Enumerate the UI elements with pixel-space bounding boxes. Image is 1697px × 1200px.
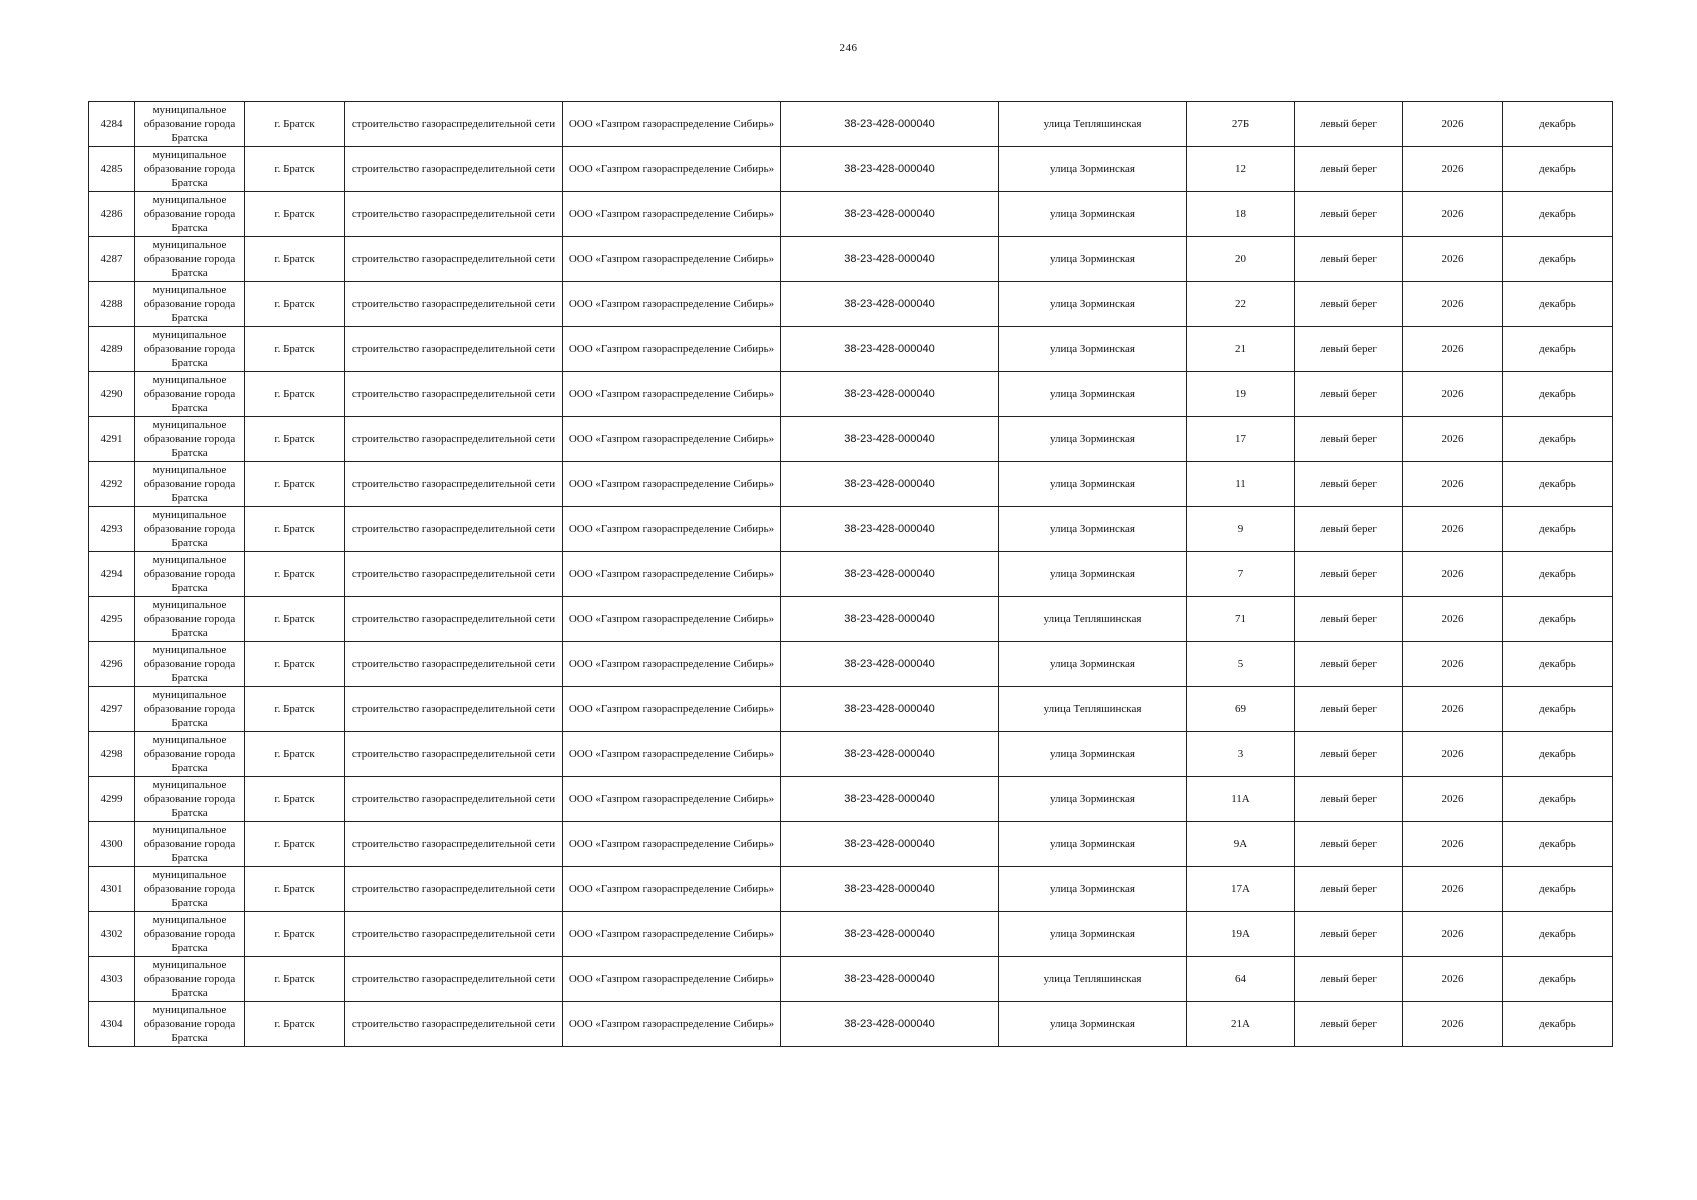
house-number-cell: 12	[1187, 147, 1295, 192]
house-number-cell: 21А	[1187, 1002, 1295, 1047]
row-number: 4286	[89, 192, 135, 237]
table-row	[89, 327, 1613, 372]
code-cell: 38-23-428-000040	[781, 147, 999, 192]
street-cell: улица Зорминская	[999, 147, 1187, 192]
code-cell: 38-23-428-000040	[781, 372, 999, 417]
work-type-cell: строительство газораспределительной сети	[345, 552, 563, 597]
year-cell: 2026	[1403, 912, 1503, 957]
work-type-cell: строительство газораспределительной сети	[345, 192, 563, 237]
table-row	[89, 282, 1613, 327]
month-cell: декабрь	[1503, 147, 1613, 192]
month-cell: декабрь	[1503, 1002, 1613, 1047]
table-row	[89, 597, 1613, 642]
house-number-cell: 27Б	[1187, 102, 1295, 147]
table-row	[89, 102, 1613, 147]
bank-cell: левый берег	[1295, 822, 1403, 867]
code-cell: 38-23-428-000040	[781, 597, 999, 642]
municipality-cell: муниципальное образование города Братска	[135, 237, 245, 282]
city-cell: г. Братск	[245, 687, 345, 732]
month-cell: декабрь	[1503, 957, 1613, 1002]
work-type-cell: строительство газораспределительной сети	[345, 732, 563, 777]
street-cell: улица Зорминская	[999, 327, 1187, 372]
code-cell: 38-23-428-000040	[781, 687, 999, 732]
house-number-cell: 17А	[1187, 867, 1295, 912]
work-type-cell: строительство газораспределительной сети	[345, 912, 563, 957]
organization-cell: ООО «Газпром газораспределение Сибирь»	[563, 822, 781, 867]
table-row	[89, 687, 1613, 732]
year-cell: 2026	[1403, 417, 1503, 462]
organization-cell: ООО «Газпром газораспределение Сибирь»	[563, 777, 781, 822]
house-number-cell: 69	[1187, 687, 1295, 732]
month-cell: декабрь	[1503, 282, 1613, 327]
month-cell: декабрь	[1503, 552, 1613, 597]
municipality-cell: муниципальное образование города Братска	[135, 507, 245, 552]
year-cell: 2026	[1403, 687, 1503, 732]
municipality-cell: муниципальное образование города Братска	[135, 282, 245, 327]
row-number: 4304	[89, 1002, 135, 1047]
bank-cell: левый берег	[1295, 282, 1403, 327]
organization-cell: ООО «Газпром газораспределение Сибирь»	[563, 237, 781, 282]
month-cell: декабрь	[1503, 732, 1613, 777]
bank-cell: левый берег	[1295, 732, 1403, 777]
municipality-cell: муниципальное образование города Братска	[135, 957, 245, 1002]
table-row	[89, 867, 1613, 912]
bank-cell: левый берег	[1295, 1002, 1403, 1047]
row-number: 4302	[89, 912, 135, 957]
month-cell: декабрь	[1503, 822, 1613, 867]
city-cell: г. Братск	[245, 777, 345, 822]
code-cell: 38-23-428-000040	[781, 867, 999, 912]
street-cell: улица Тепляшинская	[999, 687, 1187, 732]
house-number-cell: 11А	[1187, 777, 1295, 822]
code-cell: 38-23-428-000040	[781, 417, 999, 462]
street-cell: улица Зорминская	[999, 1002, 1187, 1047]
city-cell: г. Братск	[245, 867, 345, 912]
work-type-cell: строительство газораспределительной сети	[345, 867, 563, 912]
house-number-cell: 18	[1187, 192, 1295, 237]
bank-cell: левый берег	[1295, 687, 1403, 732]
month-cell: декабрь	[1503, 777, 1613, 822]
house-number-cell: 71	[1187, 597, 1295, 642]
bank-cell: левый берег	[1295, 462, 1403, 507]
table-row	[89, 147, 1613, 192]
work-type-cell: строительство газораспределительной сети	[345, 462, 563, 507]
street-cell: улица Зорминская	[999, 282, 1187, 327]
city-cell: г. Братск	[245, 327, 345, 372]
municipality-cell: муниципальное образование города Братска	[135, 867, 245, 912]
registry-table-body	[89, 102, 1613, 1047]
city-cell: г. Братск	[245, 642, 345, 687]
table-row	[89, 417, 1613, 462]
bank-cell: левый берег	[1295, 777, 1403, 822]
organization-cell: ООО «Газпром газораспределение Сибирь»	[563, 552, 781, 597]
municipality-cell: муниципальное образование города Братска	[135, 597, 245, 642]
code-cell: 38-23-428-000040	[781, 957, 999, 1002]
row-number: 4295	[89, 597, 135, 642]
month-cell: декабрь	[1503, 102, 1613, 147]
municipality-cell: муниципальное образование города Братска	[135, 777, 245, 822]
row-number: 4284	[89, 102, 135, 147]
code-cell: 38-23-428-000040	[781, 642, 999, 687]
bank-cell: левый берег	[1295, 417, 1403, 462]
code-cell: 38-23-428-000040	[781, 192, 999, 237]
month-cell: декабрь	[1503, 417, 1613, 462]
house-number-cell: 3	[1187, 732, 1295, 777]
city-cell: г. Братск	[245, 102, 345, 147]
city-cell: г. Братск	[245, 597, 345, 642]
table-row	[89, 1002, 1613, 1047]
table-row	[89, 462, 1613, 507]
year-cell: 2026	[1403, 957, 1503, 1002]
city-cell: г. Братск	[245, 1002, 345, 1047]
table-row	[89, 372, 1613, 417]
work-type-cell: строительство газораспределительной сети	[345, 282, 563, 327]
year-cell: 2026	[1403, 147, 1503, 192]
bank-cell: левый берег	[1295, 372, 1403, 417]
municipality-cell: муниципальное образование города Братска	[135, 192, 245, 237]
organization-cell: ООО «Газпром газораспределение Сибирь»	[563, 912, 781, 957]
year-cell: 2026	[1403, 237, 1503, 282]
table-row	[89, 777, 1613, 822]
code-cell: 38-23-428-000040	[781, 912, 999, 957]
bank-cell: левый берег	[1295, 237, 1403, 282]
row-number: 4289	[89, 327, 135, 372]
municipality-cell: муниципальное образование города Братска	[135, 687, 245, 732]
row-number: 4296	[89, 642, 135, 687]
table-row	[89, 642, 1613, 687]
table-row	[89, 732, 1613, 777]
code-cell: 38-23-428-000040	[781, 777, 999, 822]
organization-cell: ООО «Газпром газораспределение Сибирь»	[563, 192, 781, 237]
row-number: 4301	[89, 867, 135, 912]
city-cell: г. Братск	[245, 282, 345, 327]
house-number-cell: 17	[1187, 417, 1295, 462]
house-number-cell: 19	[1187, 372, 1295, 417]
page-number: 246	[839, 42, 858, 54]
work-type-cell: строительство газораспределительной сети	[345, 102, 563, 147]
table-row	[89, 552, 1613, 597]
month-cell: декабрь	[1503, 327, 1613, 372]
work-type-cell: строительство газораспределительной сети	[345, 237, 563, 282]
house-number-cell: 5	[1187, 642, 1295, 687]
street-cell: улица Зорминская	[999, 867, 1187, 912]
work-type-cell: строительство газораспределительной сети	[345, 147, 563, 192]
row-number: 4298	[89, 732, 135, 777]
street-cell: улица Зорминская	[999, 552, 1187, 597]
house-number-cell: 64	[1187, 957, 1295, 1002]
code-cell: 38-23-428-000040	[781, 732, 999, 777]
city-cell: г. Братск	[245, 372, 345, 417]
organization-cell: ООО «Газпром газораспределение Сибирь»	[563, 687, 781, 732]
house-number-cell: 7	[1187, 552, 1295, 597]
code-cell: 38-23-428-000040	[781, 507, 999, 552]
row-number: 4287	[89, 237, 135, 282]
house-number-cell: 20	[1187, 237, 1295, 282]
municipality-cell: муниципальное образование города Братска	[135, 327, 245, 372]
city-cell: г. Братск	[245, 552, 345, 597]
row-number: 4303	[89, 957, 135, 1002]
year-cell: 2026	[1403, 462, 1503, 507]
organization-cell: ООО «Газпром газораспределение Сибирь»	[563, 642, 781, 687]
year-cell: 2026	[1403, 327, 1503, 372]
table-row	[89, 822, 1613, 867]
city-cell: г. Братск	[245, 732, 345, 777]
month-cell: декабрь	[1503, 642, 1613, 687]
work-type-cell: строительство газораспределительной сети	[345, 957, 563, 1002]
row-number: 4299	[89, 777, 135, 822]
code-cell: 38-23-428-000040	[781, 1002, 999, 1047]
code-cell: 38-23-428-000040	[781, 552, 999, 597]
municipality-cell: муниципальное образование города Братска	[135, 912, 245, 957]
municipality-cell: муниципальное образование города Братска	[135, 822, 245, 867]
street-cell: улица Зорминская	[999, 372, 1187, 417]
year-cell: 2026	[1403, 552, 1503, 597]
municipality-cell: муниципальное образование города Братска	[135, 1002, 245, 1047]
city-cell: г. Братск	[245, 192, 345, 237]
street-cell: улица Зорминская	[999, 462, 1187, 507]
municipality-cell: муниципальное образование города Братска	[135, 642, 245, 687]
organization-cell: ООО «Газпром газораспределение Сибирь»	[563, 102, 781, 147]
month-cell: декабрь	[1503, 507, 1613, 552]
bank-cell: левый берег	[1295, 552, 1403, 597]
month-cell: декабрь	[1503, 687, 1613, 732]
row-number: 4285	[89, 147, 135, 192]
bank-cell: левый берег	[1295, 642, 1403, 687]
month-cell: декабрь	[1503, 462, 1613, 507]
organization-cell: ООО «Газпром газораспределение Сибирь»	[563, 282, 781, 327]
bank-cell: левый берег	[1295, 147, 1403, 192]
house-number-cell: 9	[1187, 507, 1295, 552]
bank-cell: левый берег	[1295, 192, 1403, 237]
house-number-cell: 11	[1187, 462, 1295, 507]
row-number: 4291	[89, 417, 135, 462]
row-number: 4300	[89, 822, 135, 867]
city-cell: г. Братск	[245, 957, 345, 1002]
organization-cell: ООО «Газпром газораспределение Сибирь»	[563, 462, 781, 507]
table-row	[89, 912, 1613, 957]
organization-cell: ООО «Газпром газораспределение Сибирь»	[563, 867, 781, 912]
bank-cell: левый берег	[1295, 912, 1403, 957]
row-number: 4290	[89, 372, 135, 417]
code-cell: 38-23-428-000040	[781, 327, 999, 372]
year-cell: 2026	[1403, 777, 1503, 822]
year-cell: 2026	[1403, 822, 1503, 867]
organization-cell: ООО «Газпром газораспределение Сибирь»	[563, 507, 781, 552]
city-cell: г. Братск	[245, 912, 345, 957]
street-cell: улица Тепляшинская	[999, 102, 1187, 147]
year-cell: 2026	[1403, 372, 1503, 417]
year-cell: 2026	[1403, 102, 1503, 147]
municipality-cell: муниципальное образование города Братска	[135, 552, 245, 597]
organization-cell: ООО «Газпром газораспределение Сибирь»	[563, 732, 781, 777]
table-row	[89, 237, 1613, 282]
organization-cell: ООО «Газпром газораспределение Сибирь»	[563, 597, 781, 642]
house-number-cell: 22	[1187, 282, 1295, 327]
organization-cell: ООО «Газпром газораспределение Сибирь»	[563, 372, 781, 417]
bank-cell: левый берег	[1295, 102, 1403, 147]
work-type-cell: строительство газораспределительной сети	[345, 822, 563, 867]
table-row	[89, 957, 1613, 1002]
row-number: 4288	[89, 282, 135, 327]
year-cell: 2026	[1403, 867, 1503, 912]
year-cell: 2026	[1403, 507, 1503, 552]
city-cell: г. Братск	[245, 147, 345, 192]
street-cell: улица Зорминская	[999, 507, 1187, 552]
year-cell: 2026	[1403, 732, 1503, 777]
street-cell: улица Зорминская	[999, 237, 1187, 282]
month-cell: декабрь	[1503, 237, 1613, 282]
code-cell: 38-23-428-000040	[781, 282, 999, 327]
house-number-cell: 19А	[1187, 912, 1295, 957]
organization-cell: ООО «Газпром газораспределение Сибирь»	[563, 417, 781, 462]
work-type-cell: строительство газораспределительной сети	[345, 1002, 563, 1047]
year-cell: 2026	[1403, 282, 1503, 327]
month-cell: декабрь	[1503, 597, 1613, 642]
code-cell: 38-23-428-000040	[781, 237, 999, 282]
work-type-cell: строительство газораспределительной сети	[345, 687, 563, 732]
work-type-cell: строительство газораспределительной сети	[345, 642, 563, 687]
municipality-cell: муниципальное образование города Братска	[135, 732, 245, 777]
street-cell: улица Зорминская	[999, 822, 1187, 867]
year-cell: 2026	[1403, 1002, 1503, 1047]
month-cell: декабрь	[1503, 912, 1613, 957]
table-row	[89, 507, 1613, 552]
city-cell: г. Братск	[245, 822, 345, 867]
work-type-cell: строительство газораспределительной сети	[345, 597, 563, 642]
municipality-cell: муниципальное образование города Братска	[135, 147, 245, 192]
street-cell: улица Тепляшинская	[999, 957, 1187, 1002]
organization-cell: ООО «Газпром газораспределение Сибирь»	[563, 147, 781, 192]
municipality-cell: муниципальное образование города Братска	[135, 417, 245, 462]
bank-cell: левый берег	[1295, 597, 1403, 642]
house-number-cell: 9А	[1187, 822, 1295, 867]
year-cell: 2026	[1403, 597, 1503, 642]
table-row	[89, 192, 1613, 237]
street-cell: улица Тепляшинская	[999, 597, 1187, 642]
bank-cell: левый берег	[1295, 507, 1403, 552]
row-number: 4293	[89, 507, 135, 552]
year-cell: 2026	[1403, 642, 1503, 687]
code-cell: 38-23-428-000040	[781, 822, 999, 867]
month-cell: декабрь	[1503, 192, 1613, 237]
street-cell: улица Зорминская	[999, 642, 1187, 687]
work-type-cell: строительство газораспределительной сети	[345, 372, 563, 417]
city-cell: г. Братск	[245, 417, 345, 462]
organization-cell: ООО «Газпром газораспределение Сибирь»	[563, 1002, 781, 1047]
work-type-cell: строительство газораспределительной сети	[345, 507, 563, 552]
work-type-cell: строительство газораспределительной сети	[345, 327, 563, 372]
city-cell: г. Братск	[245, 237, 345, 282]
work-type-cell: строительство газораспределительной сети	[345, 777, 563, 822]
municipality-cell: муниципальное образование города Братска	[135, 372, 245, 417]
bank-cell: левый берег	[1295, 327, 1403, 372]
registry-table	[88, 101, 1613, 1047]
organization-cell: ООО «Газпром газораспределение Сибирь»	[563, 957, 781, 1002]
bank-cell: левый берег	[1295, 867, 1403, 912]
municipality-cell: муниципальное образование города Братска	[135, 462, 245, 507]
bank-cell: левый берег	[1295, 957, 1403, 1002]
street-cell: улица Зорминская	[999, 732, 1187, 777]
street-cell: улица Зорминская	[999, 417, 1187, 462]
organization-cell: ООО «Газпром газораспределение Сибирь»	[563, 327, 781, 372]
street-cell: улица Зорминская	[999, 192, 1187, 237]
row-number: 4297	[89, 687, 135, 732]
code-cell: 38-23-428-000040	[781, 102, 999, 147]
month-cell: декабрь	[1503, 372, 1613, 417]
work-type-cell: строительство газораспределительной сети	[345, 417, 563, 462]
municipality-cell: муниципальное образование города Братска	[135, 102, 245, 147]
row-number: 4292	[89, 462, 135, 507]
house-number-cell: 21	[1187, 327, 1295, 372]
street-cell: улица Зорминская	[999, 777, 1187, 822]
code-cell: 38-23-428-000040	[781, 462, 999, 507]
row-number: 4294	[89, 552, 135, 597]
street-cell: улица Зорминская	[999, 912, 1187, 957]
city-cell: г. Братск	[245, 507, 345, 552]
month-cell: декабрь	[1503, 867, 1613, 912]
city-cell: г. Братск	[245, 462, 345, 507]
year-cell: 2026	[1403, 192, 1503, 237]
